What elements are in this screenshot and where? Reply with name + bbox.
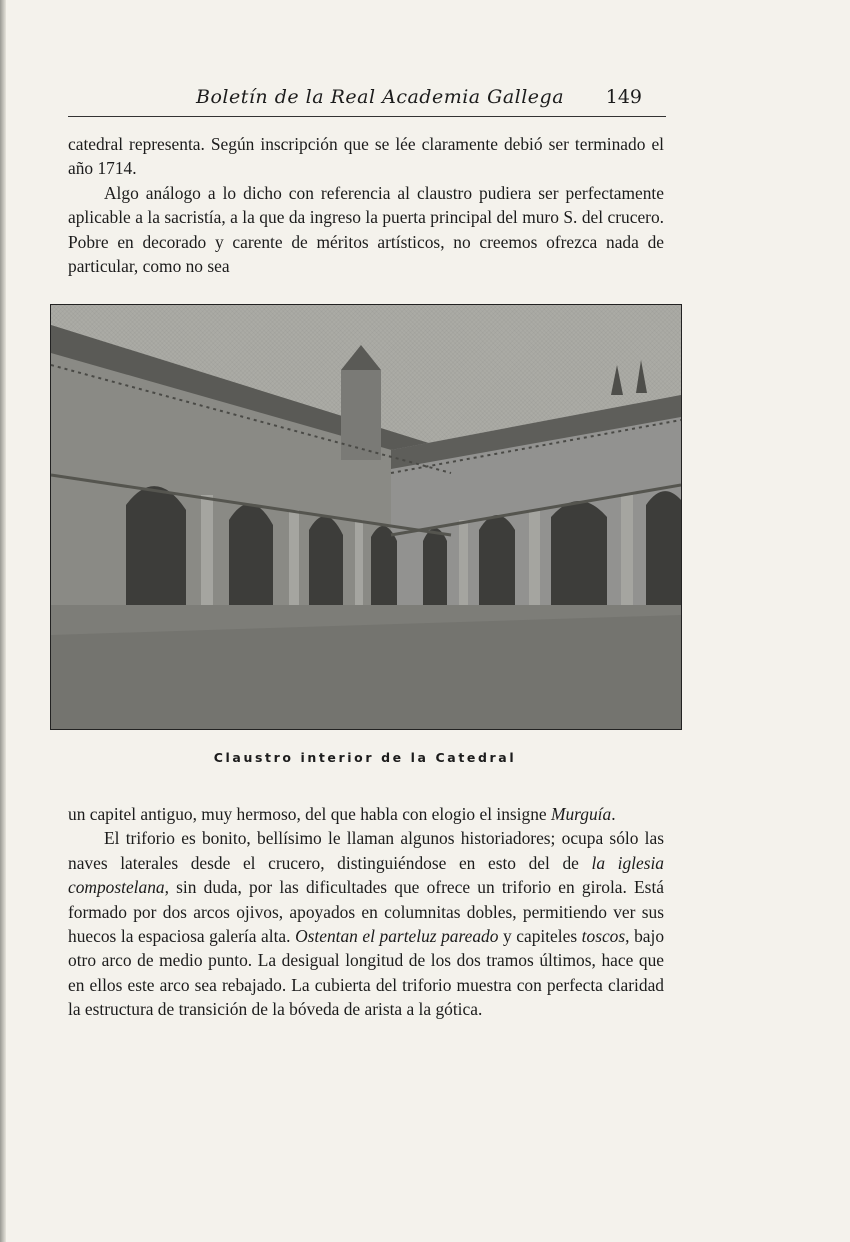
- page-number: 149: [605, 86, 642, 108]
- figure-caption: Claustro interior de la Catedral: [213, 750, 517, 765]
- page-edge: [0, 0, 6, 1242]
- italic-run: la iglesia compostelana: [68, 852, 664, 898]
- text-run: El triforio es bonito, bellísimo le llaman algunos historiadores; ocupa sólo las naves laterales desde el crucero, distinguiéndose en esto del de: [68, 828, 664, 873]
- paragraph: Algo análogo a lo dicho con referencia al claustro pudiera ser perfectamente aplicable a la sacristía, a la que da ingreso la puerta principal del muro S. del crucero. Pobre en decorado y carente de méritos artísticos, no creemos ofrezca nada de particular, como no sea: [68, 182, 664, 277]
- italic-run: toscos: [581, 926, 626, 947]
- cloister-illustration: [51, 305, 681, 729]
- text-run: , sin duda, por las dificultades que ofrece un triforio en girola. Está formado por dos arcos ojivos, apoyados en columnitas dobles, permitiendo ver sus huecos la espaciosa galería alta.: [68, 877, 664, 947]
- cloister-photo: [50, 304, 682, 730]
- text-run: , bajo otro arco de medio punto. La desigual longitud de los dos tramos últimos, hace que en ellos este arco sea rebajado. La cubierta del triforio muestra con perfecta claridad la estructura de transición de la bóveda de arista a la gótica.: [68, 926, 665, 1020]
- body-text-top: [68, 132, 664, 278]
- body-text-bottom: [68, 802, 664, 1022]
- paragraph: catedral representa. Según inscripción que se lée claramente debió ser terminado el año 1714.: [68, 134, 664, 179]
- running-title: Boletín de la Real Academia Gallega: [196, 86, 565, 108]
- text-run: y capiteles: [498, 926, 582, 947]
- paragraph-text: un capitel antiguo, muy hermoso, del que habla con elogio el insigne: [68, 804, 547, 824]
- italic-run: Ostentan el parteluz pareado: [295, 926, 499, 947]
- author-name: Murguía: [550, 804, 612, 824]
- page-header: [68, 86, 666, 117]
- paragraph: un capitel antiguo, muy hermoso, del que habla con elogio el insigne Murguía.: [68, 804, 616, 824]
- paragraph: [68, 826, 664, 1021]
